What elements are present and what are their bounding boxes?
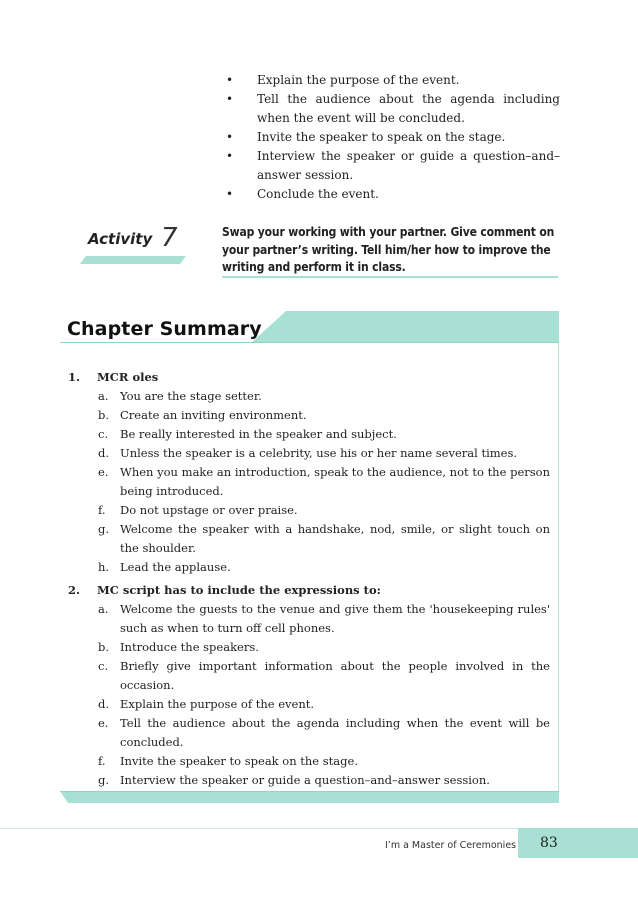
list-item: [68, 695, 550, 714]
list-item: [68, 771, 550, 790]
list-item: [68, 501, 550, 520]
item-text: Lead the applause.: [120, 560, 231, 574]
bullet-icon: •: [226, 187, 234, 201]
section-items: [68, 387, 550, 577]
activity-instructions: Swap your working with your partner. Give comment on your partner’s writing. Tell him/her how to improve the writing and perform it in class.: [222, 225, 555, 274]
page-number-box: [518, 828, 638, 858]
item-letter: d.: [98, 697, 110, 711]
list-item: [222, 185, 560, 204]
bullet-icon: •: [226, 73, 234, 87]
item-letter: a.: [98, 389, 109, 403]
item-letter: d.: [98, 446, 110, 460]
activity-label: Activity: [88, 230, 153, 248]
item-text: Create an inviting environment.: [120, 408, 307, 422]
list-item: [68, 520, 550, 558]
item-text: Introduce the speakers.: [120, 640, 259, 654]
item-text: Be really interested in the speaker and subject.: [120, 427, 397, 441]
item-letter: f.: [98, 503, 106, 517]
list-item-text: Tell the audience about the agenda including when the event will be concluded.: [257, 92, 560, 125]
bullet-icon: •: [226, 92, 234, 106]
item-text: Unless the speaker is a celebrity, use his or her name several times.: [120, 446, 518, 460]
chapter-summary-box: [60, 311, 559, 803]
item-text: Interview the speaker or guide a question–and–answer session.: [120, 773, 490, 787]
item-text: Explain the purpose of the event.: [120, 697, 315, 711]
item-text: You are the stage setter.: [120, 389, 262, 403]
activity-number: 7: [161, 223, 178, 253]
list-item-text: Invite the speaker to speak on the stage.: [257, 130, 506, 144]
item-text: When you make an introduction, speak to the audience, not to the person being introduced.: [120, 465, 550, 498]
list-item: [68, 406, 550, 425]
list-item: [68, 638, 550, 657]
item-letter: b.: [98, 640, 110, 654]
item-letter: c.: [98, 659, 109, 673]
list-item: [68, 752, 550, 771]
divider: [222, 276, 558, 278]
section-title-text: MCR oles: [97, 370, 159, 384]
summary-title: Chapter Summary: [67, 318, 262, 340]
list-item-text: Explain the purpose of the event.: [257, 73, 460, 87]
list-item: [68, 714, 550, 752]
section-title: [68, 370, 158, 384]
item-text: Welcome the guests to the venue and give them the 'housekeeping rules' such as when to turn off cell phones.: [120, 602, 550, 635]
summary-footer-band: [60, 791, 559, 803]
list-item: [68, 425, 550, 444]
item-letter: e.: [98, 716, 109, 730]
section-title-text: MC script has to include the expressions to:: [97, 583, 381, 597]
item-letter: b.: [98, 408, 110, 422]
running-footer: I’m a Master of Ceremonies: [385, 840, 517, 851]
section-items: [68, 600, 550, 809]
activity-heading: [80, 222, 186, 268]
section-title: [68, 583, 381, 597]
list-item: [68, 558, 550, 577]
item-letter: h.: [98, 560, 110, 574]
item-letter: c.: [98, 427, 109, 441]
list-item: [222, 71, 560, 90]
item-text: Briefly give important information about the people involved in the occasion.: [120, 659, 550, 692]
list-item: [68, 463, 550, 501]
list-item: [68, 657, 550, 695]
list-item-text: Interview the speaker or guide a question–and–answer session.: [257, 149, 560, 182]
item-letter: f.: [98, 754, 106, 768]
bullet-list: [222, 71, 560, 204]
list-item: [222, 128, 560, 147]
item-text: Tell the audience about the agenda including when the event will be concluded.: [120, 716, 550, 749]
item-text: Invite the speaker to speak on the stage.: [120, 754, 358, 768]
activity-underline: [80, 256, 186, 264]
bullet-icon: •: [226, 149, 234, 163]
item-text: Do not upstage or over praise.: [120, 503, 298, 517]
item-letter: g.: [98, 522, 110, 536]
list-item: [68, 444, 550, 463]
list-item: [222, 147, 560, 185]
section-number: 2.: [68, 583, 81, 597]
item-letter: e.: [98, 465, 109, 479]
item-letter: a.: [98, 602, 109, 616]
section-number: 1.: [68, 370, 81, 384]
list-item: [68, 600, 550, 638]
bullet-icon: •: [226, 130, 234, 144]
list-item: [68, 387, 550, 406]
page-number: 83: [540, 835, 558, 851]
item-letter: g.: [98, 773, 110, 787]
list-item: [222, 90, 560, 128]
list-item-text: Conclude the event.: [257, 187, 379, 201]
item-text: Welcome the speaker with a handshake, nod, smile, or slight touch on the shoulder.: [120, 522, 550, 555]
